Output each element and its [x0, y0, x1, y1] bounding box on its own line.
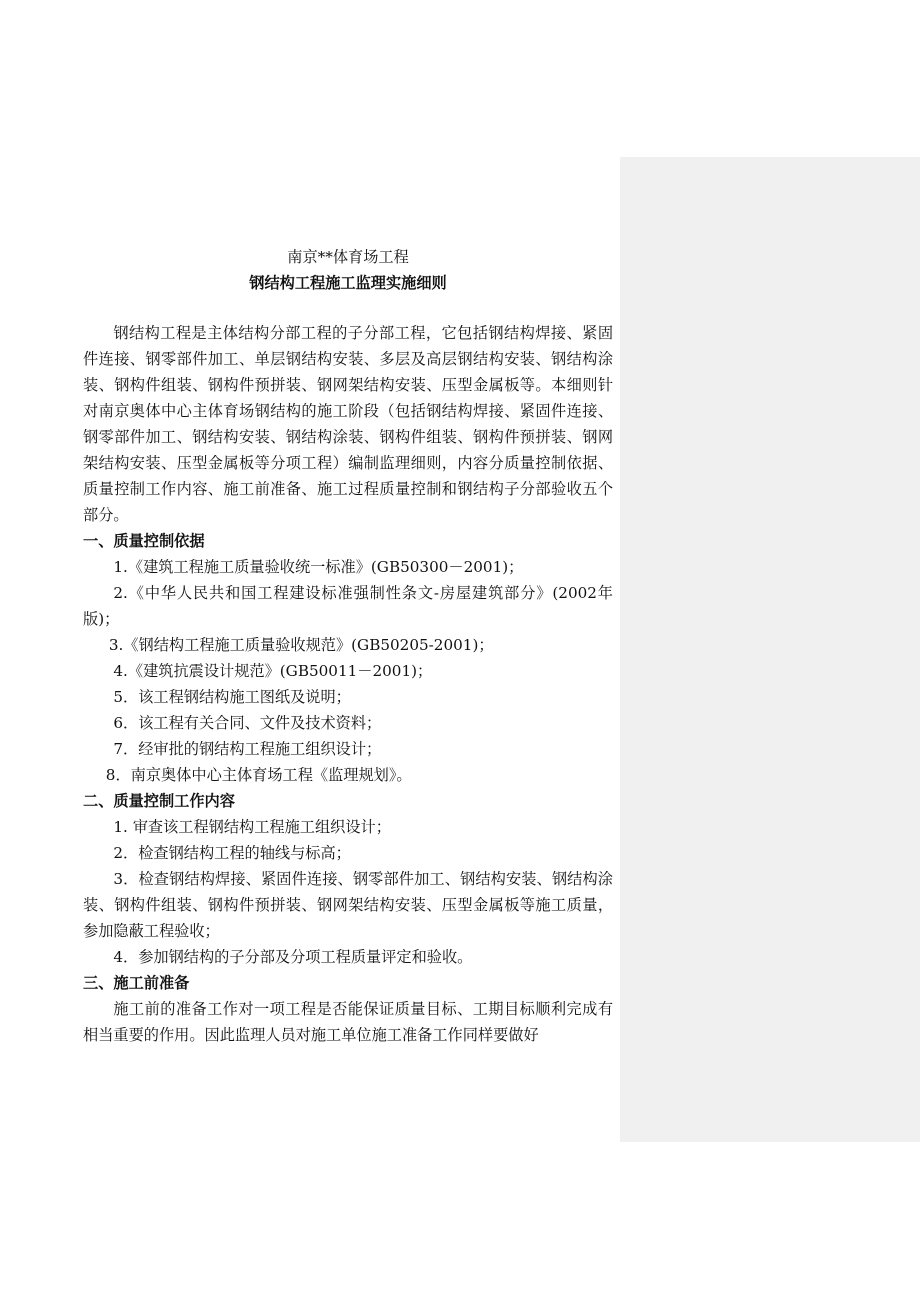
section-heading-basis: 一、质量控制依据 [83, 532, 205, 550]
work-item-3: 3．检查钢结构焊接、紧固件连接、钢零部件加工、钢结构安装、钢结构涂装、钢构件组装、钢构件预拼装、钢网架结构安装、压型金属板等施工质量，参加隐蔽工程验收； [83, 870, 613, 940]
document-body [83, 244, 613, 1048]
section-heading-work: 二、质量控制工作内容 [83, 792, 235, 810]
prep-paragraph: 施工前的准备工作对一项工程是否能保证质量目标、工期目标顺利完成有相当重要的作用。因此监理人员对施工单位施工准备工作同样要做好 [83, 1000, 613, 1044]
section-heading-prep: 三、施工前准备 [83, 974, 190, 992]
basis-item-5: 5．该工程钢结构施工图纸及说明； [113, 688, 351, 706]
document-title: 钢结构工程施工监理实施细则 [249, 274, 447, 292]
basis-item-8: 8．南京奥体中心主体育场工程《监理规划》。 [105, 766, 412, 784]
document-subtitle: 南京**体育场工程 [287, 248, 409, 266]
basis-item-3: 3.《钢结构工程施工质量验收规范》(GB50205-2001)； [108, 636, 494, 654]
basis-item-4: 4.《建筑抗震设计规范》(GB50011－2001)； [113, 662, 433, 680]
intro-paragraph: 钢结构工程是主体结构分部工程的子分部工程，它包括钢结构焊接、紧固件连接、钢零部件加工、单层钢结构安装、多层及高层钢结构安装、钢结构涂装、钢构件组装、钢构件预拼装、钢网架结构安装、压型金属板等。本细则针对南京奥体中心主体育场钢结构的施工阶段（包括钢结构焊接、紧固件连接、钢零部件加工、钢结构安装、钢结构涂装、钢构件组装、钢构件预拼装、钢网架结构安装、压型金属板等分项工程）编制监理细则，内容分质量控制依据、质量控制工作内容、施工前准备、施工过程质量控制和钢结构子分部验收五个部分。 [83, 324, 613, 524]
basis-item-1: 1.《建筑工程施工质量验收统一标准》(GB50300－2001)； [113, 558, 524, 576]
work-item-2: 2．检查钢结构工程的轴线与标高； [113, 844, 351, 862]
basis-item-6: 6．该工程有关合同、文件及技术资料； [113, 714, 382, 732]
spacer [83, 296, 613, 320]
work-item-4: 4．参加钢结构的子分部及分项工程质量评定和验收。 [113, 948, 473, 966]
basis-item-2: 2.《中华人民共和国工程建设标准强制性条文-房屋建筑部分》(2002年版)； [83, 584, 613, 628]
comment-pane [620, 157, 920, 1142]
basis-item-7: 7．经审批的钢结构工程施工组织设计； [113, 740, 382, 758]
work-item-1: 1. 审查该工程钢结构工程施工组织设计； [113, 818, 391, 836]
